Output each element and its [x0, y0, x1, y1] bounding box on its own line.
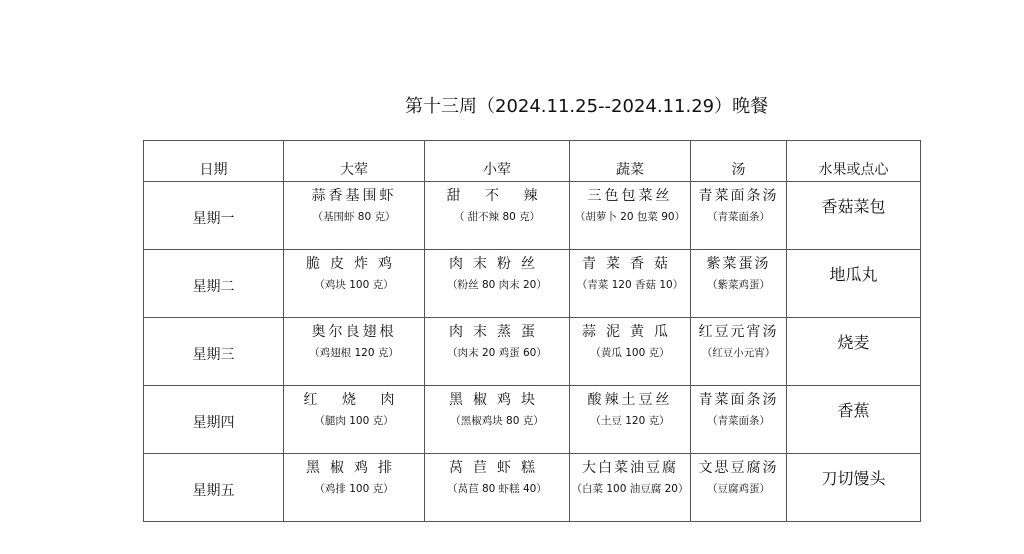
da-hun-cell — [284, 182, 425, 250]
header-shu-cai: 蔬菜 — [570, 141, 691, 182]
table-row — [144, 250, 921, 318]
fruit-cell: 刀切馒头 — [787, 454, 921, 522]
tang-cell — [691, 318, 787, 386]
dish-note: （胡萝卜 20 包菜 90） — [574, 211, 686, 223]
dish-name: 肉末蒸蛋 — [449, 324, 545, 340]
xiao-hun-cell — [425, 318, 570, 386]
day-cell: 星期四 — [144, 386, 284, 454]
dish-name: 紫菜蛋汤 — [706, 256, 771, 272]
da-hun-cell — [284, 386, 425, 454]
dish-name: 酸辣土豆丝 — [587, 392, 673, 408]
fruit-cell: 香蕉 — [787, 386, 921, 454]
dish-name: 奥尔良翅根 — [311, 324, 397, 340]
dish-note: （腿肉 100 克） — [314, 415, 394, 427]
fruit-cell: 香菇菜包 — [787, 182, 921, 250]
tang-cell — [691, 182, 787, 250]
day-cell: 星期二 — [144, 250, 284, 318]
dish-note: （红豆小元宵） — [701, 347, 776, 359]
fruit-cell: 烧麦 — [787, 318, 921, 386]
tang-cell — [691, 250, 787, 318]
dish-note: （ 甜不辣 80 克） — [453, 211, 541, 223]
dish-name: 黑椒鸡排 — [306, 460, 402, 476]
dish-name: 青菜面条汤 — [698, 188, 779, 204]
dish-name: 三色包菜丝 — [587, 188, 673, 204]
table-row — [144, 454, 921, 522]
dish-note: （鸡排 100 克） — [314, 483, 394, 495]
dish-name: 肉末粉丝 — [449, 256, 545, 272]
xiao-hun-cell — [425, 182, 570, 250]
dish-name: 红豆元宵汤 — [698, 324, 779, 340]
shu-cai-cell — [570, 454, 691, 522]
dish-name: 蒜香基围虾 — [311, 188, 397, 204]
dish-name: 青菜面条汤 — [698, 392, 779, 408]
dish-name: 黑椒鸡块 — [449, 392, 545, 408]
shu-cai-cell — [570, 386, 691, 454]
xiao-hun-cell — [425, 250, 570, 318]
dish-note: （豆腐鸡蛋） — [707, 483, 770, 495]
header-tang: 汤 — [691, 141, 787, 182]
header-fruit: 水果或点心 — [787, 141, 921, 182]
table-row — [144, 386, 921, 454]
dish-note: （莴苣 80 虾糕 40） — [447, 483, 547, 495]
dish-note: （紫菜鸡蛋） — [707, 279, 770, 291]
dish-name: 文思豆腐汤 — [698, 460, 779, 476]
da-hun-cell — [284, 454, 425, 522]
tang-cell — [691, 454, 787, 522]
dish-note: （鸡块 100 克） — [314, 279, 394, 291]
dish-note: （粉丝 80 肉末 20） — [447, 279, 547, 291]
dish-name: 青菜香菇 — [582, 256, 678, 272]
dish-note: （青菜面条） — [707, 211, 770, 223]
dish-note: （基围虾 80 克） — [312, 211, 396, 223]
shu-cai-cell — [570, 182, 691, 250]
dish-name: 莴苣虾糕 — [449, 460, 545, 476]
page-title: 第十三周（2024.11.25--2024.11.29）晚餐 — [405, 96, 769, 117]
shu-cai-cell — [570, 318, 691, 386]
dish-name: 大白菜油豆腐 — [582, 460, 678, 476]
day-cell: 星期三 — [144, 318, 284, 386]
dinner-menu-table — [143, 140, 921, 522]
header-row — [144, 141, 921, 182]
da-hun-cell — [284, 318, 425, 386]
da-hun-cell — [284, 250, 425, 318]
day-cell: 星期五 — [144, 454, 284, 522]
shu-cai-cell — [570, 250, 691, 318]
tang-cell — [691, 386, 787, 454]
dish-note: （黑椒鸡块 80 克） — [450, 415, 544, 427]
header-xiao-hun: 小荤 — [425, 141, 570, 182]
dish-note: （土豆 120 克） — [590, 415, 670, 427]
dish-note: （黄瓜 100 克） — [590, 347, 670, 359]
xiao-hun-cell — [425, 386, 570, 454]
dish-name: 蒜泥黄瓜 — [582, 324, 678, 340]
dish-name: 甜 不 辣 — [446, 188, 548, 204]
dish-name: 红 烧 肉 — [303, 392, 405, 408]
dish-note: （青菜面条） — [707, 415, 770, 427]
dish-note: （鸡翅根 120 克） — [309, 347, 399, 359]
dish-name: 脆皮炸鸡 — [306, 256, 402, 272]
xiao-hun-cell — [425, 454, 570, 522]
day-cell: 星期一 — [144, 182, 284, 250]
header-date: 日期 — [144, 141, 284, 182]
header-da-hun: 大荤 — [284, 141, 425, 182]
table-row — [144, 182, 921, 250]
dish-note: （白菜 100 油豆腐 20） — [571, 483, 689, 495]
fruit-cell: 地瓜丸 — [787, 250, 921, 318]
dish-note: （肉末 20 鸡蛋 60） — [447, 347, 547, 359]
table-row — [144, 318, 921, 386]
dish-note: （青菜 120 香菇 10） — [576, 279, 684, 291]
